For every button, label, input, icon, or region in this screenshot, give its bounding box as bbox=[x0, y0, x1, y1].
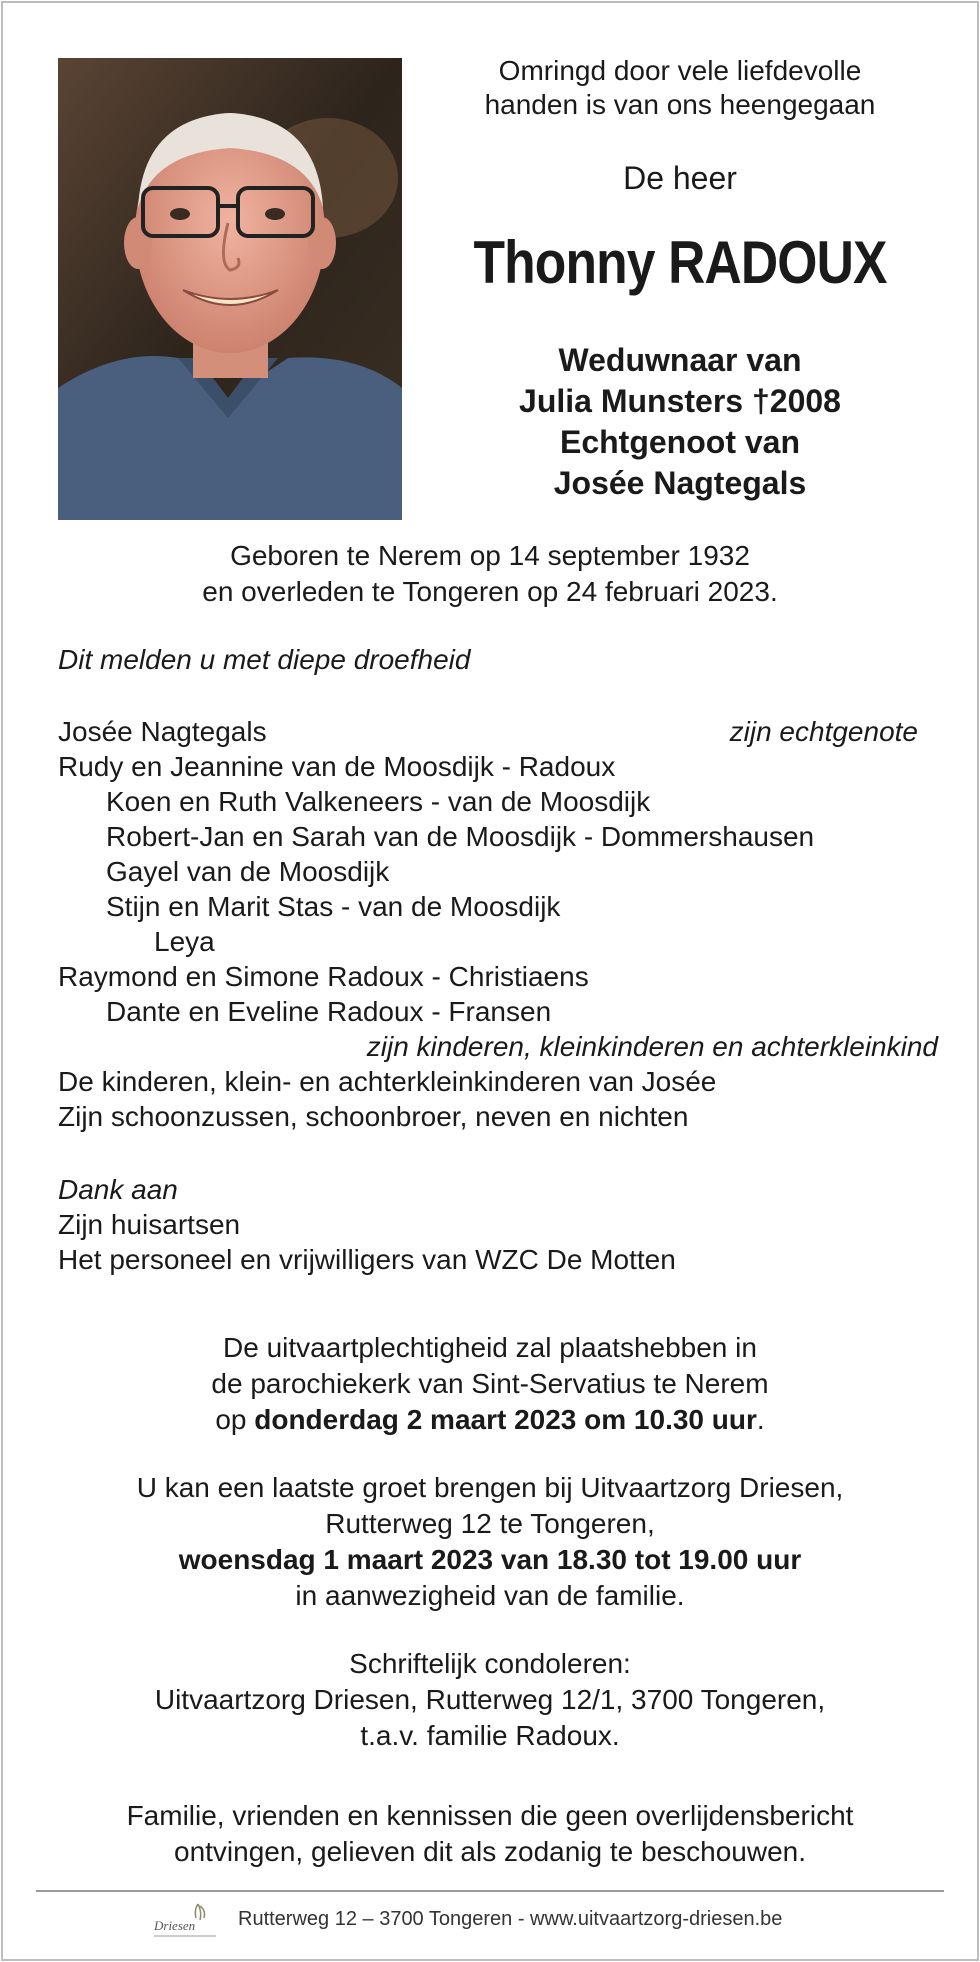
death-line: en overleden te Tongeren op 24 februari 2023. bbox=[202, 576, 778, 607]
relation-line: Josée Nagtegals bbox=[553, 465, 807, 501]
funeral-suffix: . bbox=[756, 1404, 765, 1435]
family-other: De kinderen, klein- en achterkleinkinderen van Josée bbox=[58, 1066, 717, 1097]
family-member: Stijn en Marit Stas - van de Moosdijk bbox=[106, 891, 561, 922]
family-other: Zijn schoonzussen, schoonbroer, neven en nichten bbox=[58, 1101, 689, 1132]
footer-divider bbox=[36, 1890, 944, 1892]
family-member: Dante en Eveline Radoux - Fransen bbox=[106, 996, 552, 1027]
portrait-photo bbox=[58, 58, 402, 520]
funeral-prefix: op bbox=[215, 1404, 247, 1435]
funeral-datetime: donderdag 2 maart 2023 om 10.30 uur bbox=[254, 1404, 757, 1435]
closing-notice bbox=[40, 1798, 940, 1870]
visit-line-2: Rutterweg 12 te Tongeren, bbox=[325, 1508, 655, 1539]
family-list bbox=[58, 714, 938, 1134]
funeral-line-3 bbox=[40, 1402, 940, 1438]
visit-line-4: in aanwezigheid van de familie. bbox=[295, 1580, 685, 1611]
birth-death-info bbox=[40, 538, 940, 610]
title-prefix: De heer bbox=[623, 160, 737, 196]
funeral-info bbox=[40, 1330, 940, 1438]
visit-line-1: U kan een laatste groet brengen bij Uitvaartzorg Driesen, bbox=[136, 1472, 844, 1503]
family-member: Gayel van de Moosdijk bbox=[106, 856, 390, 887]
funeral-line-2: de parochiekerk van Sint-Servatius te Nerem bbox=[211, 1368, 769, 1399]
family-member: Raymond en Simone Radoux - Christiaens bbox=[58, 961, 589, 992]
family-member: Leya bbox=[154, 926, 215, 957]
family-member: Koen en Ruth Valkeneers - van de Moosdijk bbox=[106, 786, 651, 817]
family-member: Rudy en Jeannine van de Moosdijk - Radoux bbox=[58, 751, 616, 782]
deceased-name: Thonny RADOUX bbox=[473, 229, 887, 296]
condolence-line-3: t.a.v. familie Radoux. bbox=[360, 1720, 620, 1751]
relation-line: Echtgenoot van bbox=[559, 424, 800, 460]
intro-line-1: Omringd door vele liefdevolle bbox=[498, 55, 862, 86]
thanks-section bbox=[58, 1172, 676, 1277]
marital-relations bbox=[420, 340, 940, 504]
spouse-role: zijn echtgenote bbox=[729, 716, 918, 747]
relation-line: Weduwnaar van bbox=[558, 342, 802, 378]
family-member: Robert-Jan en Sarah van de Moosdijk - Dommershausen bbox=[106, 821, 815, 852]
condolence-line-2: Uitvaartzorg Driesen, Rutterweg 12/1, 3700 Tongeren, bbox=[154, 1684, 826, 1715]
notice-line-1: Familie, vrienden en kennissen die geen overlijdensbericht bbox=[126, 1800, 854, 1831]
spouse-name: Josée Nagtegals bbox=[58, 716, 267, 747]
visit-datetime bbox=[40, 1542, 940, 1578]
thanks-item: Het personeel en vrijwilligers van WZC De Motten bbox=[58, 1244, 676, 1275]
funeral-line-1: De uitvaartplechtigheid zal plaatshebben in bbox=[223, 1332, 757, 1363]
footer bbox=[150, 1898, 850, 1948]
children-caption: zijn kinderen, kleinkinderen en achterkleinkind bbox=[366, 1031, 938, 1062]
condolence-info bbox=[40, 1646, 940, 1754]
footer-contact: Rutterweg 12 – 3700 Tongeren - www.uitvaartzorg-driesen.be bbox=[238, 1908, 783, 1930]
visit-datetime-text: woensdag 1 maart 2023 van 18.30 tot 19.00 uur bbox=[178, 1544, 802, 1575]
birth-line: Geboren te Nerem op 14 september 1932 bbox=[230, 540, 750, 571]
condolence-line-1: Schriftelijk condoleren: bbox=[349, 1648, 631, 1679]
visitation-info bbox=[40, 1470, 940, 1614]
thanks-heading: Dank aan bbox=[58, 1174, 178, 1205]
intro-text bbox=[420, 54, 940, 122]
logo-text: Driesen bbox=[154, 1918, 196, 1933]
relation-line: Julia Munsters †2008 bbox=[519, 383, 841, 419]
funeral-home-logo bbox=[150, 1898, 222, 1946]
notice-line-2: ontvingen, gelieven dit als zodanig te beschouwen. bbox=[174, 1836, 806, 1867]
intro-line-2: handen is van ons heengegaan bbox=[484, 89, 876, 120]
thanks-item: Zijn huisartsen bbox=[58, 1209, 241, 1240]
announcement: Dit melden u met diepe droefheid bbox=[58, 644, 471, 675]
spouse-row bbox=[58, 714, 938, 749]
